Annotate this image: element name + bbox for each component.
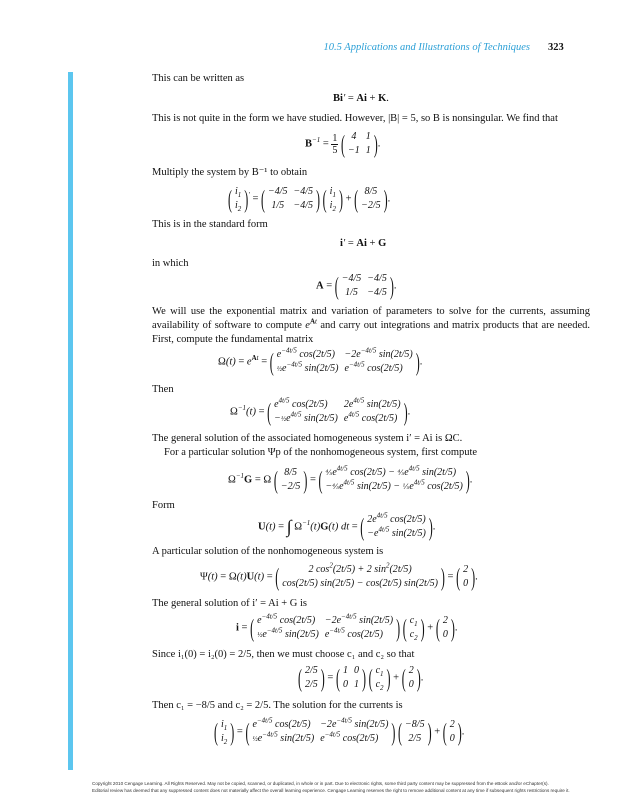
equation-initial-conditions: ( 2/5 2/5 ) = ( 1 0 0 1 ) ( $c_1$ $c_2$ ) + ( 2 0 ). [298,663,424,693]
text-p10: Form [152,500,175,511]
text-p7: Then [152,384,174,395]
equation-b-inverse: $B^{-1}$ = $\frac{1}{5}$ ( 4 1 −1 1 ). [305,129,381,159]
text-p14: Then c₁ = −8/5 and c₂ = 2/5. The solution for the currents is [152,700,403,711]
margin-accent-bar [68,72,73,770]
equation-fundamental-matrix: $\Omega(t) = e^{At}$ = ( $e^{-4t/5}$ cos(2t/5) $-2e^{-4t/5}$ sin(2t/5) $\frac{1}{2}e^{-4t/5}$ sin(2t/5) $e^{-4t/5}$ cos(2t/5) ). [218,346,423,377]
text-p6: We will use the exponential matrix and variation of parameters to solve for the currents, assuming availability of software to compute $e^{At}$ and carry out integrations and matrix products that are needed. First, compute the fundamental matrix [152,306,590,345]
equation-current-solution: ( $i_1$ $i_2$ ) = ( $e^{-4t/5}$ cos(2t/5) $-2e^{-4t/5}$ sin(2t/5) $\frac{1}{2}e^{-4t/5}$ sin(2t/5) $e^{-4t/5}$ cos(2t/5) ) ( −8/5 2/5 ) + ( 2 0 ). [214,716,465,747]
footer-line-2: Editorial review has deemed that any suppressed content does not materially affect the overall learning experience. Cengage Learning reserves the right to remove additional content at any time if subsequent rights restrictions require it. [92,788,570,793]
text-p8: The general solution of the associated homogeneous system i′ = Ai is ΩC. [152,433,463,444]
equation-standard-form: i′ = Ai + G [340,238,387,249]
text-p11: A particular solution of the nonhomogeneous system is [152,546,384,557]
text-p13: Since i₁(0) = i₂(0) = 2/5, then we must choose c₁ and c₂ so that [152,649,415,660]
copyright-footer [92,780,570,794]
equation-u-integral: U(t) = ∫ $\Omega^{-1}(t)G(t)$ dt = ( $2e^{4t/5}$ cos(2t/5) $-e^{4t/5}$ sin(2t/5) ). [258,511,436,542]
running-header-title: 10.5 Applications and Illustrations of Techniques [323,42,530,53]
text-p3: Multiply the system by B⁻¹ to obtain [152,167,308,178]
text-p4: This is in the standard form [152,219,268,230]
equation-matrix-a: A = ( −4/5 −4/5 1/5 −4/5 ). [316,271,397,301]
text-p1: This can be written as [152,73,245,84]
equation-omega-inverse: $\Omega^{-1}(t)$ = ( $e^{4t/5}$ cos(2t/5) $2e^{4t/5}$ sin(2t/5) $-\frac{1}{2}e^{4t/5}$ sin(2t/5) $e^{4t/5}$ cos(2t/5) ). [230,396,411,427]
equation-multiplied-system: ( $i_1$ $i_2$ )′ = ( −4/5 −4/5 1/5 −4/5 ) ( $i_1$ $i_2$ ) + ( 8/5 −2/5 ). [228,184,391,214]
equation-omega-inverse-g: $\Omega^{-1}G = \Omega$ ( 8/5 −2/5 ) = ( $\frac{4}{5}e^{4t/5}$ $\cos(2t/5) - \frac{4}{5}e^{4t/5}$ sin(2t/5) $-\frac{4}{5}e^{4t/5}$ $\sin(2t/5) - \frac{1}{5}e^{4t/5}$ cos(2t/5) ). [228,464,473,495]
text-p9: For a particular solution Ψp of the nonhomogeneous system, first compute [164,447,478,458]
page-number: 323 [548,42,564,53]
equation-particular-solution: Ψ(t) = Ω(t)U(t) = ( 2 $\cos^2(2t/5) + 2$ $\sin^2(2t/5)$ cos(2t/5) sin(2t/5) − cos(2t/5) sin(2t/5) ) = ( 2 0 ). [200,561,478,592]
footer-line-1: Copyright 2010 Cengage Learning. All Rights Reserved. May not be copied, scanned, or duplicated, in whole or in part. Due to electronic rights, some third party content may be suppressed from the eBook and/or eChapter(s). [92,781,549,786]
equation-bi-prime: Bi′ = Ai + K. [333,93,389,104]
text-p5: in which [152,258,189,269]
equation-general-solution: i = ( $e^{-4t/5}$ cos(2t/5) $-2e^{-4t/5}$ sin(2t/5) $\frac{1}{2}e^{-4t/5}$ sin(2t/5) $e^{-4t/5}$ cos(2t/5) ) ( $c_1$ $c_2$ ) + ( 2 0 ). [236,612,458,643]
text-p2: This is not quite in the form we have studied. However, |B| = 5, so B is nonsingular. We find that [152,113,558,124]
text-p12: The general solution of i′ = Ai + G is [152,598,307,609]
